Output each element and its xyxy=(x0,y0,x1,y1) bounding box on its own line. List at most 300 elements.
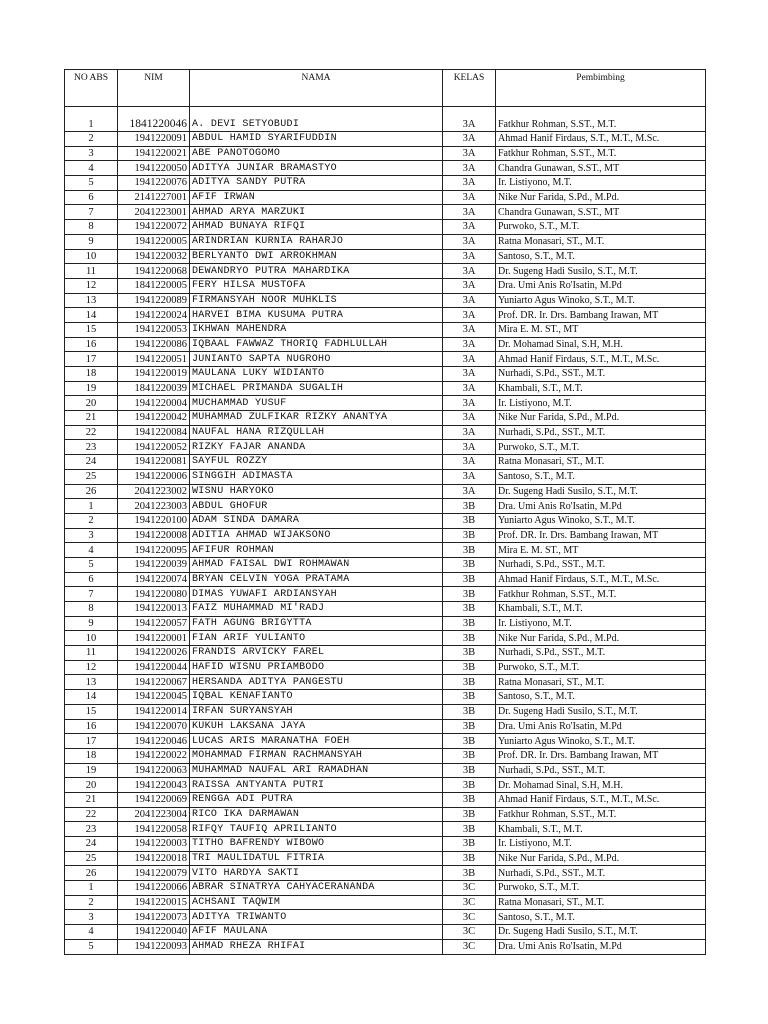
cell-pembimbing: Nurhadi, S.Pd., SST., M.T. xyxy=(496,866,706,881)
cell-no-abs: 25 xyxy=(65,851,118,866)
table-row xyxy=(65,278,706,293)
table-row xyxy=(65,146,706,161)
cell-pembimbing: Ahmad Hanif Firdaus, S.T., M.T., M.Sc. xyxy=(496,572,706,587)
cell-nim: 1941220001 xyxy=(118,631,190,646)
cell-kelas: 3B xyxy=(443,513,496,528)
cell-kelas: 3B xyxy=(443,557,496,572)
cell-pembimbing: Ratna Monasari, ST., M.T. xyxy=(496,895,706,910)
table-row xyxy=(65,396,706,411)
cell-pembimbing: Purwoko, S.T., M.T. xyxy=(496,660,706,675)
cell-pembimbing: Nurhadi, S.Pd., SST., M.T. xyxy=(496,425,706,440)
header-nim: NIM xyxy=(118,70,190,107)
cell-nama: LUCAS ARIS MARANATHA FOEH xyxy=(190,734,443,749)
cell-pembimbing: Santoso, S.T., M.T. xyxy=(496,910,706,925)
cell-no-abs: 21 xyxy=(65,792,118,807)
cell-nama: FATH AGUNG BRIGYTTA xyxy=(190,616,443,631)
cell-nama: SAYFUL ROZZY xyxy=(190,455,443,470)
cell-nama: MAULANA LUKY WIDIANTO xyxy=(190,367,443,382)
cell-nama: IKHWAN MAHENDRA xyxy=(190,322,443,337)
cell-no-abs: 10 xyxy=(65,249,118,264)
cell-no-abs: 13 xyxy=(65,293,118,308)
cell-no-abs: 5 xyxy=(65,176,118,191)
table-row xyxy=(65,132,706,147)
cell-no-abs: 14 xyxy=(65,690,118,705)
cell-nim: 1941220066 xyxy=(118,881,190,896)
cell-nim: 1941220058 xyxy=(118,822,190,837)
cell-nama: KUKUH LAKSANA JAYA xyxy=(190,719,443,734)
cell-no-abs: 22 xyxy=(65,425,118,440)
cell-no-abs: 2 xyxy=(65,132,118,147)
table-row xyxy=(65,763,706,778)
cell-pembimbing: Chandra Gunawan, S.ST., MT xyxy=(496,161,706,176)
cell-kelas: 3B xyxy=(443,851,496,866)
cell-no-abs: 14 xyxy=(65,308,118,323)
cell-nim: 1941220095 xyxy=(118,543,190,558)
cell-pembimbing: Nike Nur Farida, S.Pd., M.Pd. xyxy=(496,851,706,866)
cell-kelas: 3A xyxy=(443,352,496,367)
cell-no-abs: 17 xyxy=(65,734,118,749)
cell-kelas: 3B xyxy=(443,719,496,734)
cell-nama: AHMAD RHEZA RHIFAI xyxy=(190,939,443,954)
cell-pembimbing: Santoso, S.T., M.T. xyxy=(496,249,706,264)
cell-nama: IRFAN SURYANSYAH xyxy=(190,704,443,719)
cell-nim: 2041223002 xyxy=(118,484,190,499)
cell-kelas: 3A xyxy=(443,322,496,337)
cell-nim: 1941220042 xyxy=(118,411,190,426)
cell-kelas: 3A xyxy=(443,440,496,455)
cell-pembimbing: Nurhadi, S.Pd., SST., M.T. xyxy=(496,763,706,778)
cell-nama: A. DEVI SETYOBUDI xyxy=(190,107,443,132)
header-no-abs: NO ABS xyxy=(65,70,118,107)
table-row xyxy=(65,675,706,690)
cell-pembimbing: Dra. Umi Anis Ro'Isatin, M.Pd xyxy=(496,939,706,954)
cell-kelas: 3B xyxy=(443,602,496,617)
cell-nim: 1941220074 xyxy=(118,572,190,587)
cell-no-abs: 7 xyxy=(65,587,118,602)
cell-nama: MUHAMMAD ZULFIKAR RIZKY ANANTYA xyxy=(190,411,443,426)
cell-nim: 1941220100 xyxy=(118,513,190,528)
cell-no-abs: 22 xyxy=(65,807,118,822)
cell-pembimbing: Purwoko, S.T., M.T. xyxy=(496,220,706,235)
cell-nim: 1941220052 xyxy=(118,440,190,455)
cell-no-abs: 16 xyxy=(65,719,118,734)
table-row xyxy=(65,381,706,396)
cell-nama: VITO HARDYA SAKTI xyxy=(190,866,443,881)
cell-nama: AFIF IRWAN xyxy=(190,190,443,205)
table-row xyxy=(65,939,706,954)
header-kelas: KELAS xyxy=(443,70,496,107)
cell-nama: ARINDRIAN KURNIA RAHARJO xyxy=(190,234,443,249)
cell-nim: 2141227001 xyxy=(118,190,190,205)
table-row xyxy=(65,807,706,822)
cell-kelas: 3B xyxy=(443,528,496,543)
table-row xyxy=(65,616,706,631)
cell-nim: 1941220018 xyxy=(118,851,190,866)
cell-no-abs: 12 xyxy=(65,278,118,293)
cell-no-abs: 19 xyxy=(65,763,118,778)
table-row xyxy=(65,455,706,470)
cell-nim: 1941220073 xyxy=(118,910,190,925)
cell-no-abs: 15 xyxy=(65,322,118,337)
cell-no-abs: 3 xyxy=(65,528,118,543)
cell-kelas: 3C xyxy=(443,925,496,940)
cell-nama: TITHO BAFRENDY WIBOWO xyxy=(190,837,443,852)
cell-kelas: 3A xyxy=(443,367,496,382)
cell-nim: 1941220089 xyxy=(118,293,190,308)
cell-nim: 1941220081 xyxy=(118,455,190,470)
cell-pembimbing: Prof. DR. Ir. Drs. Bambang Irawan, MT xyxy=(496,528,706,543)
cell-no-abs: 7 xyxy=(65,205,118,220)
cell-nim: 1841220046 xyxy=(118,107,190,132)
cell-no-abs: 16 xyxy=(65,337,118,352)
cell-kelas: 3B xyxy=(443,675,496,690)
cell-pembimbing: Nike Nur Farida, S.Pd., M.Pd. xyxy=(496,411,706,426)
cell-no-abs: 12 xyxy=(65,660,118,675)
student-supervisor-table xyxy=(64,69,706,955)
cell-no-abs: 2 xyxy=(65,895,118,910)
cell-nama: AHMAD ARYA MARZUKI xyxy=(190,205,443,220)
cell-nim: 1941220005 xyxy=(118,234,190,249)
cell-nim: 2041223004 xyxy=(118,807,190,822)
cell-no-abs: 20 xyxy=(65,778,118,793)
cell-kelas: 3C xyxy=(443,939,496,954)
cell-nim: 1941220044 xyxy=(118,660,190,675)
cell-nim: 1941220004 xyxy=(118,396,190,411)
cell-nama: AFIF MAULANA xyxy=(190,925,443,940)
cell-no-abs: 4 xyxy=(65,925,118,940)
cell-nama: RAISSA ANTYANTA PUTRI xyxy=(190,778,443,793)
table-row xyxy=(65,161,706,176)
cell-nim: 1941220053 xyxy=(118,322,190,337)
cell-pembimbing: Santoso, S.T., M.T. xyxy=(496,469,706,484)
cell-pembimbing: Purwoko, S.T., M.T. xyxy=(496,440,706,455)
table-row xyxy=(65,308,706,323)
cell-no-abs: 25 xyxy=(65,469,118,484)
cell-pembimbing: Khambali, S.T., M.T. xyxy=(496,381,706,396)
cell-pembimbing: Chandra Gunawan, S.ST., MT xyxy=(496,205,706,220)
cell-nama: JUNIANTO SAPTA NUGROHO xyxy=(190,352,443,367)
cell-pembimbing: Prof. DR. Ir. Drs. Bambang Irawan, MT xyxy=(496,308,706,323)
cell-pembimbing: Fatkhur Rohman, S.ST., M.T. xyxy=(496,807,706,822)
cell-kelas: 3A xyxy=(443,146,496,161)
table-row xyxy=(65,602,706,617)
table-row xyxy=(65,440,706,455)
cell-kelas: 3B xyxy=(443,587,496,602)
cell-kelas: 3A xyxy=(443,484,496,499)
cell-nim: 1941220086 xyxy=(118,337,190,352)
cell-kelas: 3B xyxy=(443,660,496,675)
cell-nama: ADITIA AHMAD WIJAKSONO xyxy=(190,528,443,543)
cell-pembimbing: Nike Nur Farida, S.Pd., M.Pd. xyxy=(496,190,706,205)
cell-nama: AHMAD FAISAL DWI ROHMAWAN xyxy=(190,557,443,572)
table-row xyxy=(65,205,706,220)
cell-nim: 1941220008 xyxy=(118,528,190,543)
cell-nama: DEWANDRYO PUTRA MAHARDIKA xyxy=(190,264,443,279)
cell-nama: FERY HILSA MUSTOFA xyxy=(190,278,443,293)
cell-nama: MOHAMMAD FIRMAN RACHMANSYAH xyxy=(190,748,443,763)
cell-kelas: 3A xyxy=(443,176,496,191)
table-body xyxy=(65,107,706,955)
cell-nim: 1941220046 xyxy=(118,734,190,749)
cell-no-abs: 1 xyxy=(65,499,118,514)
cell-kelas: 3A xyxy=(443,107,496,132)
cell-nim: 1941220091 xyxy=(118,132,190,147)
cell-kelas: 3A xyxy=(443,455,496,470)
table-row xyxy=(65,234,706,249)
cell-nama: BRYAN CELVIN YOGA PRATAMA xyxy=(190,572,443,587)
cell-nama: ADITYA TRIWANTO xyxy=(190,910,443,925)
cell-no-abs: 9 xyxy=(65,234,118,249)
cell-kelas: 3B xyxy=(443,837,496,852)
table-row xyxy=(65,107,706,132)
cell-pembimbing: Khambali, S.T., M.T. xyxy=(496,602,706,617)
cell-kelas: 3A xyxy=(443,220,496,235)
cell-pembimbing: Mira E. M. ST., MT xyxy=(496,543,706,558)
cell-nim: 1941220019 xyxy=(118,367,190,382)
cell-no-abs: 18 xyxy=(65,367,118,382)
cell-nama: FRANDIS ARVICKY FAREL xyxy=(190,646,443,661)
table-row xyxy=(65,322,706,337)
cell-no-abs: 23 xyxy=(65,822,118,837)
cell-nim: 1941220070 xyxy=(118,719,190,734)
cell-no-abs: 1 xyxy=(65,107,118,132)
cell-nim: 1941220013 xyxy=(118,602,190,617)
cell-pembimbing: Ahmad Hanif Firdaus, S.T., M.T., M.Sc. xyxy=(496,792,706,807)
cell-no-abs: 20 xyxy=(65,396,118,411)
cell-kelas: 3B xyxy=(443,646,496,661)
cell-pembimbing: Fatkhur Rohman, S.ST., M.T. xyxy=(496,146,706,161)
cell-no-abs: 9 xyxy=(65,616,118,631)
cell-nama: ABDUL GHOFUR xyxy=(190,499,443,514)
table-row xyxy=(65,660,706,675)
cell-pembimbing: Fatkhur Rohman, S.ST., M.T. xyxy=(496,587,706,602)
cell-nama: ADITYA SANDY PUTRA xyxy=(190,176,443,191)
cell-kelas: 3C xyxy=(443,881,496,896)
cell-nama: AHMAD BUNAYA RIFQI xyxy=(190,220,443,235)
cell-no-abs: 19 xyxy=(65,381,118,396)
cell-nim: 1941220032 xyxy=(118,249,190,264)
table-row xyxy=(65,734,706,749)
cell-kelas: 3B xyxy=(443,734,496,749)
cell-nim: 1941220015 xyxy=(118,895,190,910)
table-row xyxy=(65,557,706,572)
cell-nama: RIZKY FAJAR ANANDA xyxy=(190,440,443,455)
cell-pembimbing: Dr. Sugeng Hadi Susilo, S.T., M.T. xyxy=(496,704,706,719)
cell-nim: 1841220005 xyxy=(118,278,190,293)
table-row xyxy=(65,748,706,763)
cell-nama: RIFQY TAUFIQ APRILIANTO xyxy=(190,822,443,837)
cell-nim: 1941220067 xyxy=(118,675,190,690)
table-row xyxy=(65,837,706,852)
table-row xyxy=(65,367,706,382)
table-row xyxy=(65,528,706,543)
cell-nama: IQBAL KENAFIANTO xyxy=(190,690,443,705)
table-row xyxy=(65,352,706,367)
cell-pembimbing: Dra. Umi Anis Ro'Isatin, M.Pd xyxy=(496,499,706,514)
cell-kelas: 3B xyxy=(443,616,496,631)
cell-nama: MUHAMMAD NAUFAL ARI RAMADHAN xyxy=(190,763,443,778)
cell-kelas: 3A xyxy=(443,411,496,426)
cell-no-abs: 4 xyxy=(65,161,118,176)
cell-no-abs: 17 xyxy=(65,352,118,367)
header-pembimbing: Pembimbing xyxy=(496,70,706,107)
table-row xyxy=(65,337,706,352)
cell-nim: 2041223003 xyxy=(118,499,190,514)
cell-no-abs: 15 xyxy=(65,704,118,719)
table-row xyxy=(65,881,706,896)
table-row xyxy=(65,646,706,661)
cell-kelas: 3A xyxy=(443,293,496,308)
table-row xyxy=(65,587,706,602)
cell-no-abs: 13 xyxy=(65,675,118,690)
cell-kelas: 3B xyxy=(443,572,496,587)
table-row xyxy=(65,543,706,558)
cell-nama: ABDUL HAMID SYARIFUDDIN xyxy=(190,132,443,147)
cell-no-abs: 11 xyxy=(65,264,118,279)
cell-nim: 1941220045 xyxy=(118,690,190,705)
table-row xyxy=(65,249,706,264)
cell-pembimbing: Nurhadi, S.Pd., SST., M.T. xyxy=(496,367,706,382)
cell-nama: RICO IKA DARMAWAN xyxy=(190,807,443,822)
cell-pembimbing: Yuniarto Agus Winoko, S.T., M.T. xyxy=(496,734,706,749)
cell-nim: 1941220024 xyxy=(118,308,190,323)
cell-pembimbing: Dra. Umi Anis Ro'Isatin, M.Pd xyxy=(496,278,706,293)
cell-no-abs: 21 xyxy=(65,411,118,426)
cell-no-abs: 4 xyxy=(65,543,118,558)
cell-no-abs: 26 xyxy=(65,484,118,499)
cell-no-abs: 5 xyxy=(65,939,118,954)
cell-kelas: 3A xyxy=(443,190,496,205)
cell-no-abs: 24 xyxy=(65,837,118,852)
cell-pembimbing: Purwoko, S.T., M.T. xyxy=(496,881,706,896)
cell-no-abs: 6 xyxy=(65,572,118,587)
cell-kelas: 3C xyxy=(443,910,496,925)
cell-pembimbing: Ratna Monasari, ST., M.T. xyxy=(496,675,706,690)
table-row xyxy=(65,704,706,719)
cell-no-abs: 3 xyxy=(65,146,118,161)
cell-nama: ABE PANOTOGOMO xyxy=(190,146,443,161)
cell-nim: 1941220080 xyxy=(118,587,190,602)
cell-no-abs: 23 xyxy=(65,440,118,455)
cell-no-abs: 8 xyxy=(65,220,118,235)
cell-no-abs: 18 xyxy=(65,748,118,763)
cell-kelas: 3A xyxy=(443,337,496,352)
cell-pembimbing: Dr. Mohamad Sinal, S.H, M.H. xyxy=(496,337,706,352)
cell-pembimbing: Ratna Monasari, ST., M.T. xyxy=(496,455,706,470)
cell-no-abs: 11 xyxy=(65,646,118,661)
table-row xyxy=(65,220,706,235)
cell-pembimbing: Nike Nur Farida, S.Pd., M.Pd. xyxy=(496,631,706,646)
table-row xyxy=(65,513,706,528)
cell-nim: 1941220072 xyxy=(118,220,190,235)
cell-kelas: 3B xyxy=(443,792,496,807)
cell-kelas: 3B xyxy=(443,763,496,778)
table-row xyxy=(65,499,706,514)
table-row xyxy=(65,925,706,940)
cell-nim: 1941220040 xyxy=(118,925,190,940)
cell-pembimbing: Santoso, S.T., M.T. xyxy=(496,690,706,705)
cell-no-abs: 26 xyxy=(65,866,118,881)
cell-kelas: 3B xyxy=(443,778,496,793)
cell-nim: 2041223001 xyxy=(118,205,190,220)
cell-nim: 1941220063 xyxy=(118,763,190,778)
cell-nama: ABRAR SINATRYA CAHYACERANANDA xyxy=(190,881,443,896)
table-row xyxy=(65,425,706,440)
cell-pembimbing: Dra. Umi Anis Ro'Isatin, M.Pd xyxy=(496,719,706,734)
cell-kelas: 3A xyxy=(443,205,496,220)
cell-kelas: 3B xyxy=(443,704,496,719)
cell-nim: 1941220014 xyxy=(118,704,190,719)
cell-pembimbing: Nurhadi, S.Pd., SST., M.T. xyxy=(496,646,706,661)
cell-no-abs: 8 xyxy=(65,602,118,617)
table-row xyxy=(65,190,706,205)
table-row xyxy=(65,484,706,499)
cell-pembimbing: Dr. Sugeng Hadi Susilo, S.T., M.T. xyxy=(496,484,706,499)
table-row xyxy=(65,851,706,866)
cell-pembimbing: Ir. Listiyono, M.T. xyxy=(496,396,706,411)
cell-pembimbing: Dr. Mohamad Sinal, S.H, M.H. xyxy=(496,778,706,793)
table-row xyxy=(65,631,706,646)
cell-kelas: 3B xyxy=(443,690,496,705)
cell-no-abs: 5 xyxy=(65,557,118,572)
cell-nama: HARVEI BIMA KUSUMA PUTRA xyxy=(190,308,443,323)
cell-pembimbing: Dr. Sugeng Hadi Susilo, S.T., M.T. xyxy=(496,264,706,279)
table-row xyxy=(65,895,706,910)
cell-kelas: 3A xyxy=(443,308,496,323)
cell-kelas: 3C xyxy=(443,895,496,910)
cell-nama: MICHAEL PRIMANDA SUGALIH xyxy=(190,381,443,396)
cell-nim: 1941220021 xyxy=(118,146,190,161)
table-row xyxy=(65,176,706,191)
cell-pembimbing: Yuniarto Agus Winoko, S.T., M.T. xyxy=(496,293,706,308)
cell-nim: 1941220006 xyxy=(118,469,190,484)
cell-kelas: 3A xyxy=(443,469,496,484)
cell-nim: 1941220068 xyxy=(118,264,190,279)
cell-pembimbing: Dr. Sugeng Hadi Susilo, S.T., M.T. xyxy=(496,925,706,940)
cell-kelas: 3B xyxy=(443,866,496,881)
table-row xyxy=(65,264,706,279)
cell-nama: FIAN ARIF YULIANTO xyxy=(190,631,443,646)
table-row xyxy=(65,572,706,587)
cell-no-abs: 10 xyxy=(65,631,118,646)
table-row xyxy=(65,778,706,793)
cell-no-abs: 1 xyxy=(65,881,118,896)
cell-pembimbing: Ir. Listiyono, M.T. xyxy=(496,837,706,852)
table-row xyxy=(65,690,706,705)
cell-nama: MUCHAMMAD YUSUF xyxy=(190,396,443,411)
cell-kelas: 3B xyxy=(443,822,496,837)
cell-nama: AFIFUR ROHMAN xyxy=(190,543,443,558)
table-row xyxy=(65,719,706,734)
cell-kelas: 3A xyxy=(443,396,496,411)
cell-kelas: 3A xyxy=(443,132,496,147)
cell-pembimbing: Nurhadi, S.Pd., SST., M.T. xyxy=(496,557,706,572)
table-row xyxy=(65,792,706,807)
header-row xyxy=(65,70,706,107)
cell-nama: ACHSANI TAQWIM xyxy=(190,895,443,910)
table-row xyxy=(65,910,706,925)
cell-nama: ADITYA JUNIAR BRAMASTYO xyxy=(190,161,443,176)
cell-nim: 1841220039 xyxy=(118,381,190,396)
cell-kelas: 3A xyxy=(443,381,496,396)
cell-pembimbing: Ahmad Hanif Firdaus, S.T., M.T., M.Sc. xyxy=(496,352,706,367)
cell-nama: SINGGIH ADIMASTA xyxy=(190,469,443,484)
cell-nim: 1941220039 xyxy=(118,557,190,572)
cell-nim: 1941220050 xyxy=(118,161,190,176)
cell-nama: HERSANDA ADITYA PANGESTU xyxy=(190,675,443,690)
table-row xyxy=(65,822,706,837)
cell-no-abs: 6 xyxy=(65,190,118,205)
